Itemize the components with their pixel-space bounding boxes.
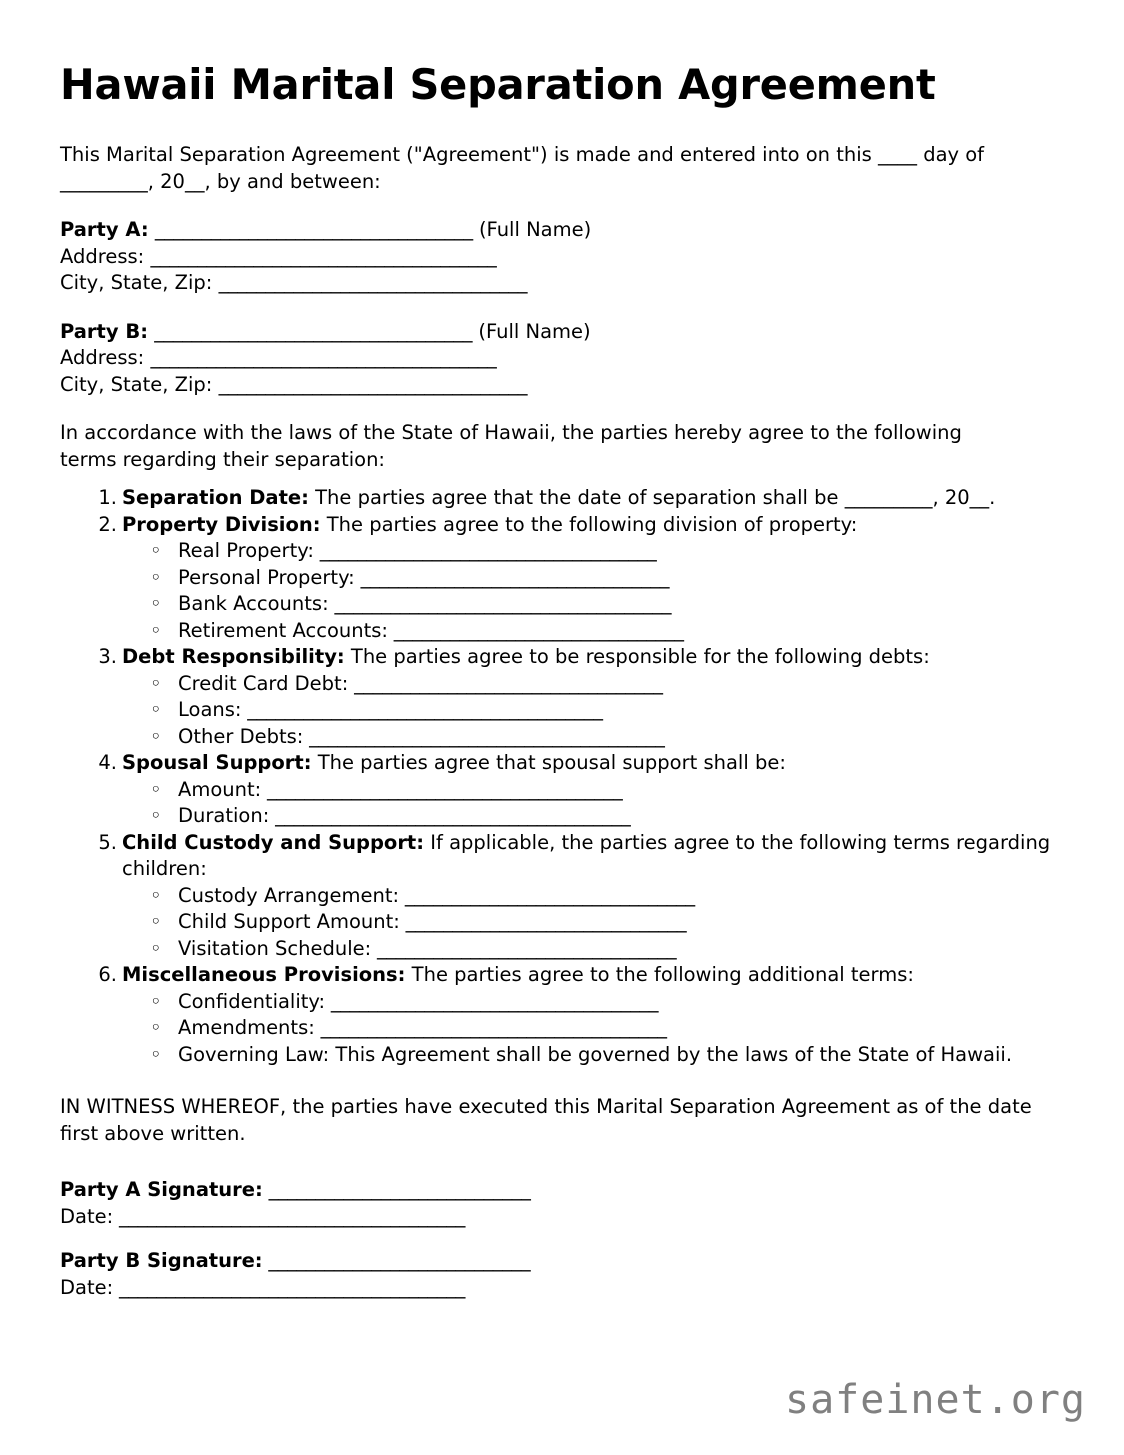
party-b-block (60, 319, 1064, 399)
term-text: The parties agree to the following division of property: (320, 512, 858, 536)
party-b-date-line (60, 1275, 1064, 1302)
subterm-blank[interactable]: ______________________________ (399, 910, 687, 934)
party-a-citystatezip-blank[interactable]: _________________________________ (218, 271, 528, 295)
term-text: The parties agree that the date of separation shall be _________, 20__. (308, 486, 996, 510)
term-item (60, 485, 1064, 512)
term-heading: Separation Date: (122, 486, 309, 510)
term-heading: Miscellaneous Provisions: (122, 963, 406, 987)
party-b-citystatezip-blank[interactable]: _________________________________ (218, 372, 528, 396)
subterm-label: Retirement Accounts: (178, 618, 388, 642)
party-b-signature-label: Party B Signature: (60, 1249, 263, 1273)
subterm-item (122, 777, 1064, 804)
party-a-name-blank[interactable]: __________________________________ (154, 218, 473, 242)
term-heading: Property Division: (122, 512, 321, 536)
party-b-name-note: (Full Name) (478, 319, 591, 343)
subterm-blank[interactable]: _______________________________ (387, 618, 684, 642)
subterm-blank[interactable]: _________________________________ (348, 671, 663, 695)
party-b-address-blank[interactable]: _____________________________________ (150, 346, 497, 370)
party-a-signature-label: Party A Signature: (60, 1178, 263, 1202)
party-a-name-line (60, 217, 1064, 244)
term-heading: Debt Responsibility: (122, 645, 345, 669)
party-a-address-label: Address: (60, 244, 145, 268)
term-item (60, 750, 1064, 830)
subterm-item (122, 697, 1064, 724)
subterm-label: Child Support Amount: (178, 910, 400, 934)
subterm-item (122, 671, 1064, 698)
party-b-signature-blank[interactable]: ____________________________ (262, 1249, 531, 1273)
subterm-item (122, 883, 1064, 910)
term-heading: Child Custody and Support: (122, 830, 425, 854)
subterm-label: Other Debts: (178, 724, 304, 748)
party-a-citystatezip-label: City, State, Zip: (60, 271, 213, 295)
term-item (60, 830, 1064, 963)
subterm-list (122, 883, 1064, 963)
party-b-date-blank[interactable]: _____________________________________ (113, 1275, 465, 1299)
party-b-name-blank[interactable]: __________________________________ (154, 319, 473, 343)
term-heading: Spousal Support: (122, 751, 312, 775)
party-b-address-line (60, 345, 1064, 372)
subterm-blank[interactable]: ____________________________________ (328, 592, 672, 616)
party-b-name-line (60, 319, 1064, 346)
party-b-citystatezip-line (60, 372, 1064, 399)
subterm-item (122, 936, 1064, 963)
subterm-label: Bank Accounts: (178, 592, 329, 616)
subterm-item (122, 724, 1064, 751)
signature-spacer (60, 1230, 1064, 1248)
subterm-blank[interactable]: ________________________________ (371, 936, 677, 960)
subterm-label: Governing Law: This Agreement shall be governed by the laws of the State of Hawaii. (178, 1042, 1013, 1066)
subterm-label: Custody Arrangement: (178, 883, 400, 907)
subterm-blank[interactable]: ___________________________________ (325, 989, 659, 1013)
party-b-date-label: Date: (60, 1275, 114, 1299)
subterm-blank[interactable]: ______________________________________ (269, 804, 631, 828)
party-a-block (60, 217, 1064, 297)
subterm-item (122, 618, 1064, 645)
subterm-label: Amendments: (178, 1016, 315, 1040)
subterm-item (122, 538, 1064, 565)
party-a-label: Party A: (60, 218, 149, 242)
subterm-blank[interactable]: _______________________________ (399, 883, 695, 907)
subterm-item (122, 1042, 1064, 1069)
subterm-label: Amount: (178, 777, 262, 801)
subterm-item (122, 803, 1064, 830)
subterm-blank[interactable]: _____________________________________ (314, 1016, 667, 1040)
subterm-blank[interactable]: ______________________________________ (261, 777, 623, 801)
subterm-item (122, 989, 1064, 1016)
subterm-list (122, 989, 1064, 1069)
party-a-citystatezip-line (60, 270, 1064, 297)
subterm-list (122, 538, 1064, 644)
term-text: The parties agree to the following additional terms: (405, 963, 914, 987)
subterm-list (122, 777, 1064, 830)
term-item (60, 512, 1064, 645)
term-text: The parties agree that spousal support shall be: (311, 751, 786, 775)
party-a-address-line (60, 244, 1064, 271)
subterm-label: Loans: (178, 698, 242, 722)
signature-block-party-a (60, 1177, 1064, 1230)
party-b-label: Party B: (60, 319, 149, 343)
subterm-label: Personal Property: (178, 565, 355, 589)
subterm-blank[interactable]: ____________________________________ (313, 539, 657, 563)
subterm-item (122, 565, 1064, 592)
intro-paragraph: This Marital Separation Agreement ("Agreement") is made and entered into on this ____ day of _________, 20__, by and between: (60, 143, 985, 193)
party-a-signature-line (60, 1177, 1064, 1204)
term-item (60, 962, 1064, 1068)
subterm-label: Duration: (178, 804, 270, 828)
subterm-label: Confidentiality: (178, 989, 326, 1013)
witness-paragraph: IN WITNESS WHEREOF, the parties have executed this Marital Separation Agreement as of the date first above written. (60, 1095, 1032, 1145)
subterm-blank[interactable]: ______________________________________ (303, 724, 665, 748)
subterm-label: Visitation Schedule: (178, 936, 372, 960)
party-b-signature-line (60, 1248, 1064, 1275)
party-a-signature-blank[interactable]: ____________________________ (262, 1178, 531, 1202)
subterm-label: Real Property: (178, 539, 314, 563)
subterm-item (122, 909, 1064, 936)
party-a-address-blank[interactable]: _____________________________________ (150, 244, 497, 268)
subterm-item (122, 591, 1064, 618)
subterm-list (122, 671, 1064, 751)
subterm-label: Credit Card Debt: (178, 671, 349, 695)
party-b-address-label: Address: (60, 346, 145, 370)
subterm-item (122, 1015, 1064, 1042)
watermark: safeinet.org (785, 1377, 1086, 1423)
party-a-date-blank[interactable]: _____________________________________ (113, 1204, 465, 1228)
party-b-citystatezip-label: City, State, Zip: (60, 372, 213, 396)
subterm-blank[interactable]: ______________________________________ (241, 698, 603, 722)
signature-block-party-b (60, 1248, 1064, 1301)
accordance-paragraph: In accordance with the laws of the State of Hawaii, the parties hereby agree to the following terms regarding their separation: (60, 421, 962, 471)
term-text: The parties agree to be responsible for the following debts: (344, 645, 930, 669)
party-a-date-line (60, 1204, 1064, 1231)
subterm-blank[interactable]: _________________________________ (354, 565, 670, 589)
term-text: If applicable, the parties agree to the following terms regarding children: (122, 830, 1051, 881)
party-a-name-note: (Full Name) (478, 218, 592, 242)
term-item (60, 644, 1064, 750)
terms-list (60, 485, 1064, 1068)
page-title: Hawaii Marital Separation Agreement (60, 60, 936, 109)
party-a-date-label: Date: (60, 1204, 114, 1228)
